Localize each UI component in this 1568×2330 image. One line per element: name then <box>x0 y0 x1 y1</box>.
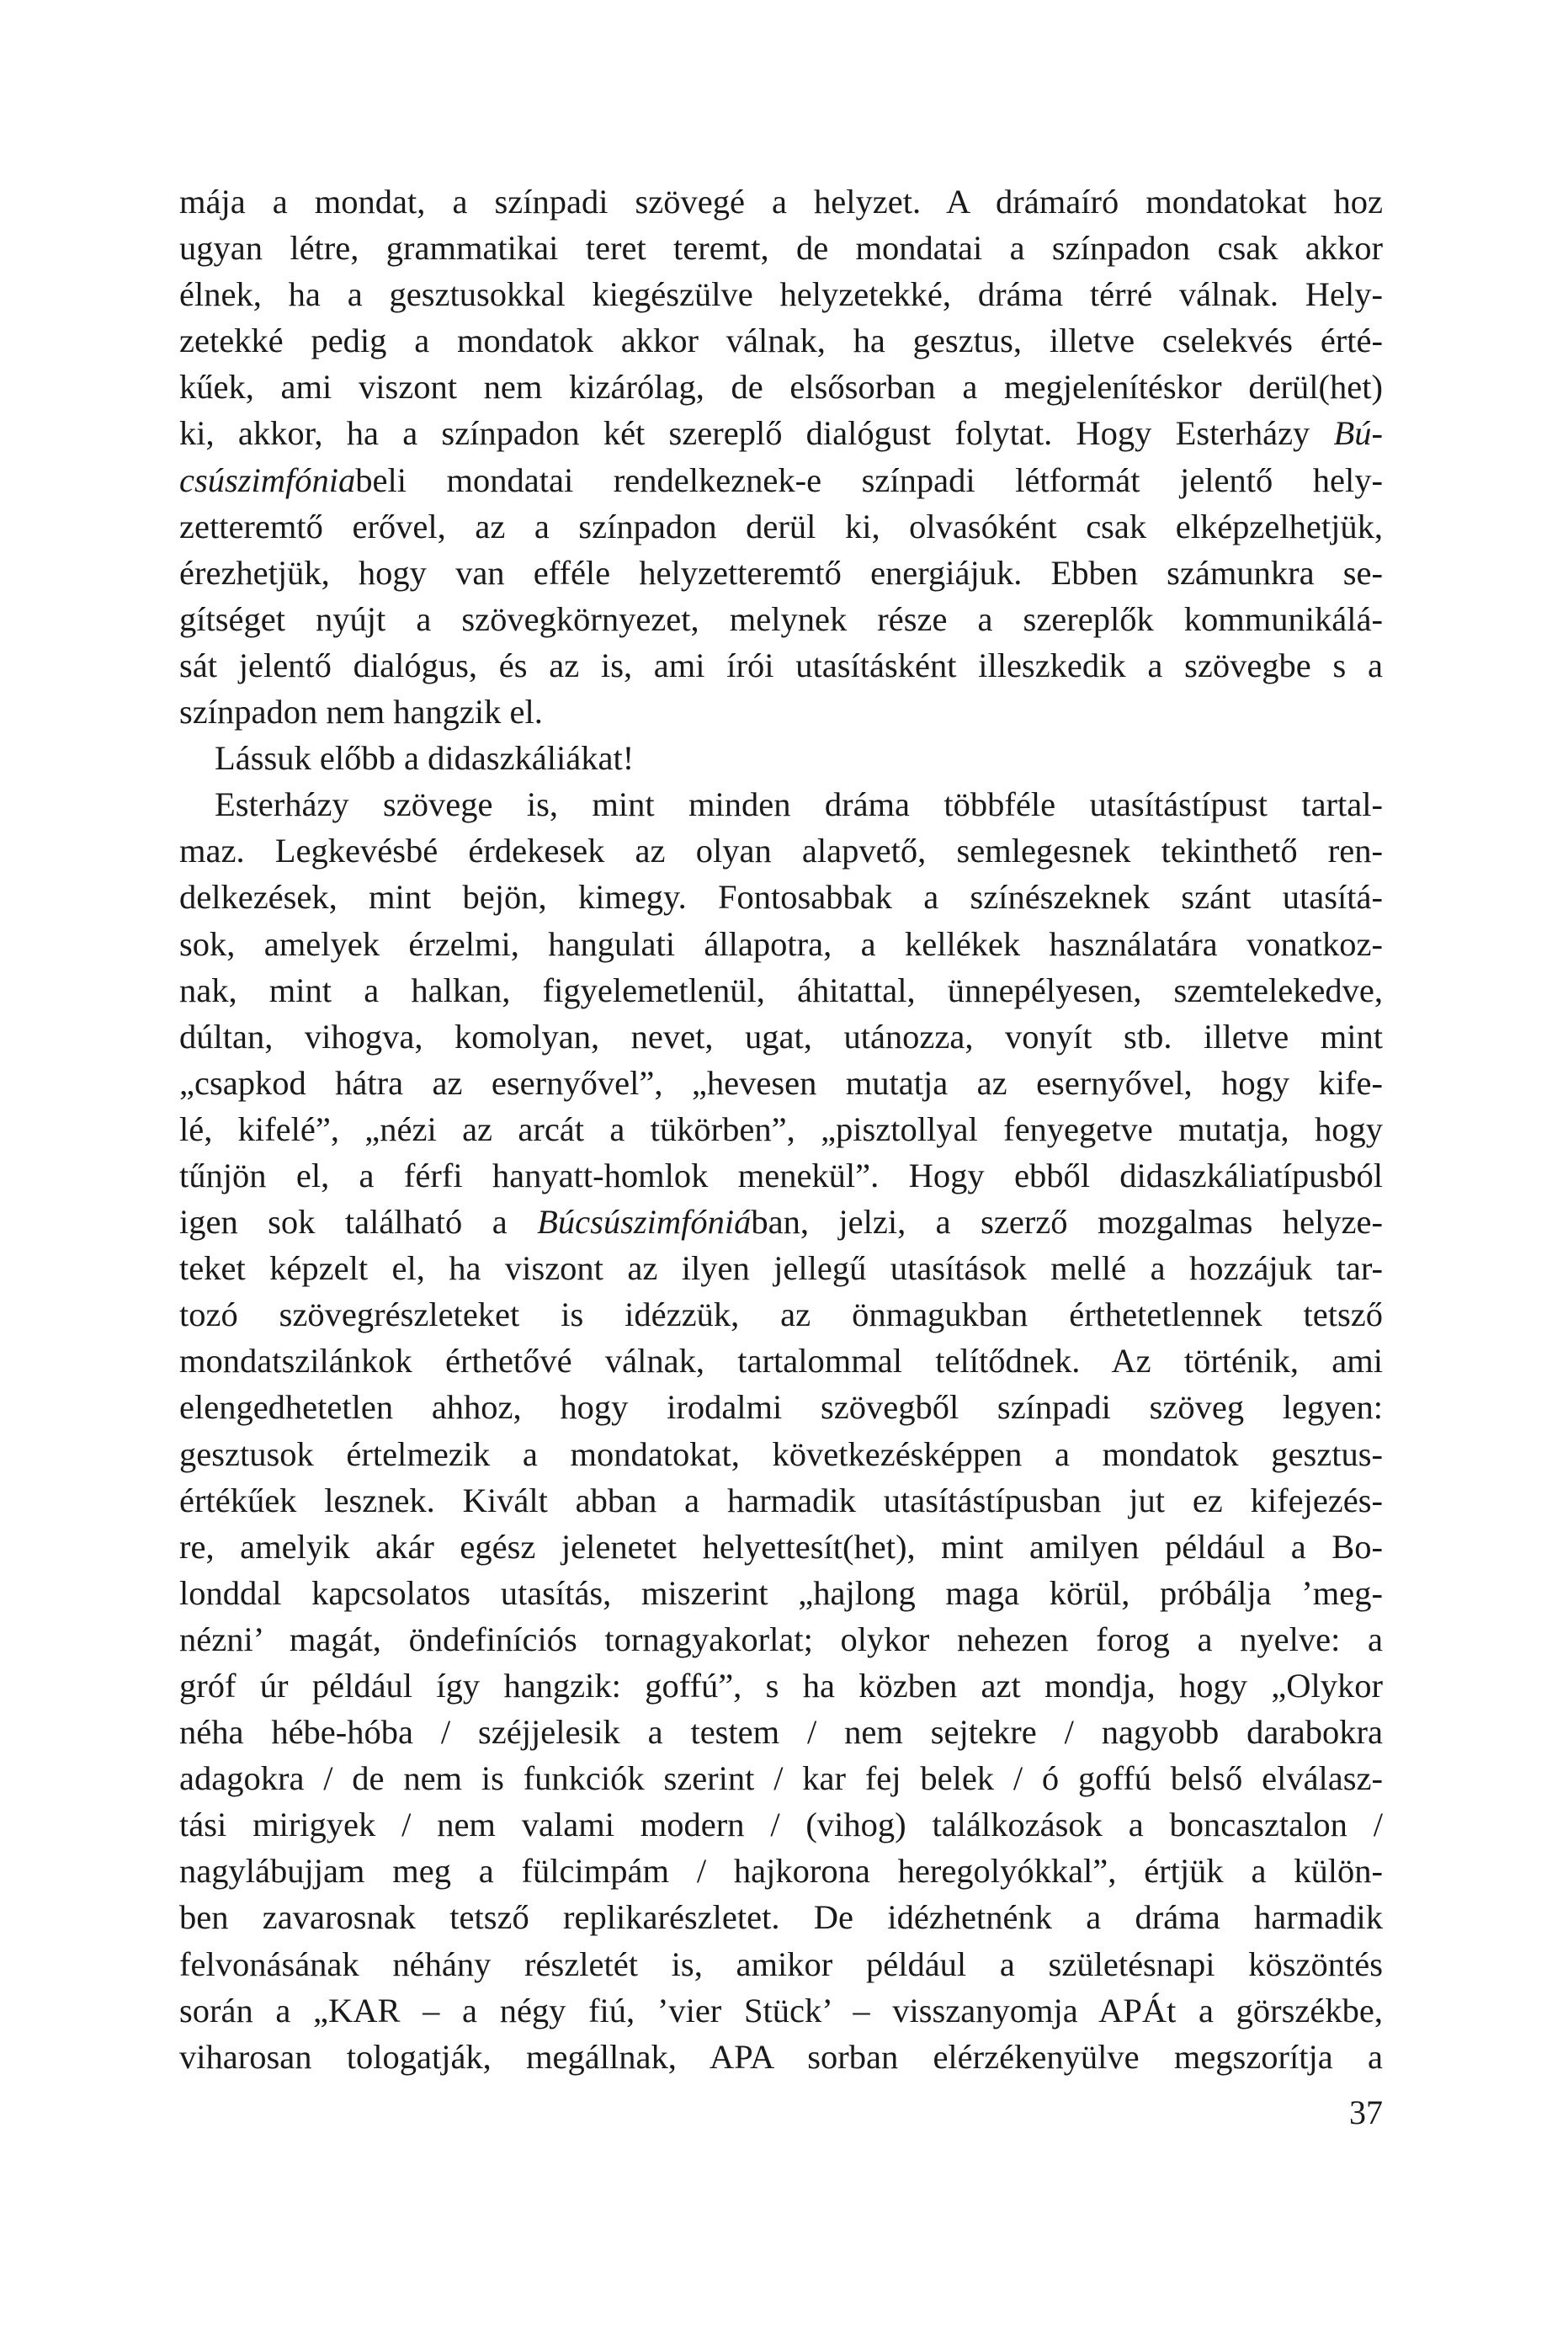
text-line: tűnjön el, a férfi hanyatt-homlok menekül”. Hogy ebből didaszkáliatípusból <box>179 1156 1383 1194</box>
text-line: zetekké pedig a mondatok akkor válnak, ha gesztus, illetve cselekvés érté- <box>179 322 1383 360</box>
text-line: lé, kifelé”, „nézi az arcát a tükörben”, „pisztollyal fenyegetve mutatja, hogy <box>179 1109 1383 1148</box>
text-line: dúltan, vihogva, komolyan, nevet, ugat, utánozza, vonyít stb. illetve mint <box>179 1017 1383 1056</box>
text-line: csúszimfóniabeli mondatai rendelkeznek-e színpadi létformát jelentő hely- <box>179 460 1383 499</box>
text-line: Esterházy szövege is, mint minden dráma többféle utasítástípust tartal- <box>215 785 1383 824</box>
text-line: gróf úr például így hangzik: goffú”, s ha közben azt mondja, hogy „Olykor <box>179 1667 1383 1705</box>
text-line: „csapkod hátra az esernyővel”, „hevesen mutatja az esernyővel, hogy kife- <box>179 1063 1383 1102</box>
text-line: gesztusok értelmezik a mondatokat, következésképpen a mondatok gesztus- <box>179 1434 1383 1473</box>
text-line: ben zavarosnak tetsző replikarészletet. De idézhetnénk a dráma harmadik <box>179 1898 1383 1937</box>
text-line: londdal kapcsolatos utasítás, miszerint „hajlong maga körül, próbálja ’meg- <box>179 1573 1383 1612</box>
text-line: színpadon nem hangzik el. <box>179 693 543 731</box>
text-line: gítséget nyújt a szövegkörnyezet, melynek része a szereplők kommunikálá- <box>179 599 1383 638</box>
text-line: nagylábujjam meg a fülcimpám / hajkorona heregolyókkal”, értjük a külön- <box>179 1852 1383 1891</box>
text-line: érezhetjük, hogy van efféle helyzetteremtő energiájuk. Ebben számunkra se- <box>179 553 1383 592</box>
page-number: 37 <box>1349 2093 1383 2131</box>
text-line: kűek, ami viszont nem kizárólag, de elsősorban a megjelenítéskor derül(het) <box>179 368 1383 407</box>
text-line: re, amelyik akár egész jelenetet helyettesít(het), mint amilyen például a Bo- <box>179 1527 1383 1566</box>
text-line: tozó szövegrészleteket is idézzük, az önmagukban érthetetlennek tetsző <box>179 1295 1383 1334</box>
text-line: során a „KAR – a négy fiú, ’vier Stück’ – visszanyomja APÁt a görszékbe, <box>179 1991 1383 2029</box>
text-line: nézni’ magát, öndefiníciós tornagyakorlat; olykor nehezen forog a nyelve: a <box>179 1620 1383 1658</box>
text-line: tási mirigyek / nem valami modern / (vihog) találkozások a boncasztalon / <box>179 1806 1383 1844</box>
text-line: teket képzelt el, ha viszont az ilyen jellegű utasítások mellé a hozzájuk tar- <box>179 1249 1383 1288</box>
text-line: sát jelentő dialógus, és az is, ami írói utasításként illeszkedik a szövegbe s a <box>179 646 1383 684</box>
text-line: zetteremtő erővel, az a színpadon derül ki, olvasóként csak elképzelhetjük, <box>179 507 1383 545</box>
text-line: viharosan tologatják, megállnak, APA sorban elérzékenyülve megszorítja a <box>179 2037 1383 2076</box>
text-line: értékűek lesznek. Kivált abban a harmadik utasítástípusban jut ez kifejezés- <box>179 1481 1383 1519</box>
text-line: maz. Legkevésbé érdekesek az olyan alapvető, semlegesnek tekinthető ren- <box>179 832 1383 870</box>
text-line: nak, mint a halkan, figyelemetlenül, áhitattal, ünnepélyesen, szemtelekedve, <box>179 971 1383 1009</box>
text-line: mondatszilánkok érthetővé válnak, tartalommal telítődnek. Az történik, ami <box>179 1342 1383 1380</box>
text-line: sok, amelyek érzelmi, hangulati állapotra, a kellékek használatára vonatkoz- <box>179 924 1383 963</box>
text-line: élnek, ha a gesztusokkal kiegészülve helyzetekké, dráma térré válnak. Hely- <box>179 275 1383 314</box>
text-line: igen sok található a Búcsúszimfóniában, jelzi, a szerző mozgalmas helyze- <box>179 1203 1383 1242</box>
body-text <box>179 178 1383 2080</box>
text-line: mája a mondat, a színpadi szövegé a helyzet. A drámaíró mondatokat hoz <box>179 183 1383 221</box>
text-line: felvonásának néhány részletét is, amikor például a születésnapi köszöntés <box>179 1944 1383 1983</box>
text-line: adagokra / de nem is funkciók szerint / kar fej belek / ó goffú belső elválasz- <box>179 1759 1383 1798</box>
text-line: ugyan létre, grammatikai teret teremt, de mondatai a színpadon csak akkor <box>179 229 1383 268</box>
text-line: néha hébe-hóba / széjjelesik a testem / nem sejtekre / nagyobb darabokra <box>179 1713 1383 1752</box>
text-line: elengedhetetlen ahhoz, hogy irodalmi szövegből színpadi szöveg legyen: <box>179 1388 1383 1427</box>
text-line: Lássuk előbb a didaszkáliákat! <box>215 739 635 778</box>
text-line: ki, akkor, ha a színpadon két szereplő dialógust folytat. Hogy Esterházy Bú- <box>179 414 1383 453</box>
text-line: delkezések, mint bejön, kimegy. Fontosabbak a színészeknek szánt utasítá- <box>179 878 1383 917</box>
